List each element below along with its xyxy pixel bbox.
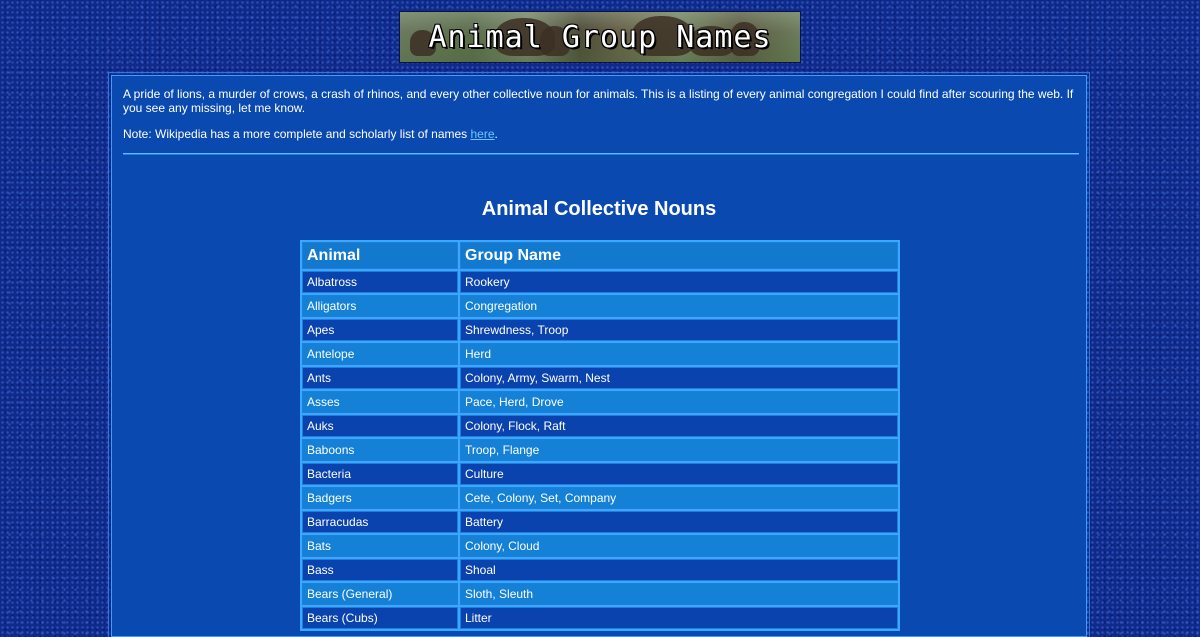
group-name-cell: Herd	[460, 343, 898, 365]
intro-text: A pride of lions, a murder of crows, a crash of rhinos, and every other collective noun for animals. This is a listing of every animal congregation I could find after scouring the web. If you see any missing, let me know.	[123, 87, 1074, 115]
group-name-cell: Cete, Colony, Set, Company	[460, 487, 898, 509]
group-name-cell: Congregation	[460, 295, 898, 317]
table-row	[302, 535, 898, 557]
animal-cell: Bats	[302, 535, 458, 557]
table-row	[302, 511, 898, 533]
group-name-cell: Shoal	[460, 559, 898, 581]
animal-cell: Bears (General)	[302, 583, 458, 605]
group-name-cell: Colony, Cloud	[460, 535, 898, 557]
table-row	[302, 319, 898, 341]
table-heading: Animal Collective Nouns	[481, 198, 717, 220]
divider	[123, 153, 1079, 155]
table-row	[302, 415, 898, 437]
table-row	[302, 367, 898, 389]
table-row	[302, 271, 898, 293]
column-header-group-name: Group Name	[460, 242, 898, 269]
group-name-cell: Colony, Flock, Raft	[460, 415, 898, 437]
table-row	[302, 343, 898, 365]
note-suffix: .	[494, 127, 498, 141]
wikipedia-note	[123, 127, 498, 141]
animal-cell: Ants	[302, 367, 458, 389]
table-row	[302, 559, 898, 581]
group-name-cell: Litter	[460, 607, 898, 629]
note-prefix: Note: Wikipedia has a more complete and scholarly list of names	[123, 127, 471, 141]
group-name-cell: Colony, Army, Swarm, Nest	[460, 367, 898, 389]
collective-nouns-table	[300, 240, 900, 631]
group-name-cell: Troop, Flange	[460, 439, 898, 461]
animal-cell: Bacteria	[302, 463, 458, 485]
group-name-cell: Pace, Herd, Drove	[460, 391, 898, 413]
table-header-row	[302, 242, 898, 269]
column-header-animal: Animal	[302, 242, 458, 269]
animal-cell: Apes	[302, 319, 458, 341]
animal-cell: Asses	[302, 391, 458, 413]
animal-cell: Bass	[302, 559, 458, 581]
animal-cell: Bears (Cubs)	[302, 607, 458, 629]
animal-cell: Albatross	[302, 271, 458, 293]
table-row	[302, 391, 898, 413]
animal-cell: Antelope	[302, 343, 458, 365]
group-name-cell: Culture	[460, 463, 898, 485]
site-banner	[399, 11, 801, 63]
table-row	[302, 463, 898, 485]
table-row	[302, 487, 898, 509]
content-panel	[111, 75, 1087, 637]
banner-title: Animal Group Names	[428, 20, 772, 55]
animal-cell: Baboons	[302, 439, 458, 461]
animal-cell: Alligators	[302, 295, 458, 317]
animal-cell: Auks	[302, 415, 458, 437]
group-name-cell: Rookery	[460, 271, 898, 293]
wikipedia-link[interactable]: here	[470, 127, 495, 141]
group-name-cell: Battery	[460, 511, 898, 533]
animal-cell: Badgers	[302, 487, 458, 509]
group-name-cell: Sloth, Sleuth	[460, 583, 898, 605]
group-name-cell: Shrewdness, Troop	[460, 319, 898, 341]
table-row	[302, 295, 898, 317]
animal-cell: Barracudas	[302, 511, 458, 533]
table-row	[302, 607, 898, 629]
table-row	[302, 439, 898, 461]
table-row	[302, 583, 898, 605]
